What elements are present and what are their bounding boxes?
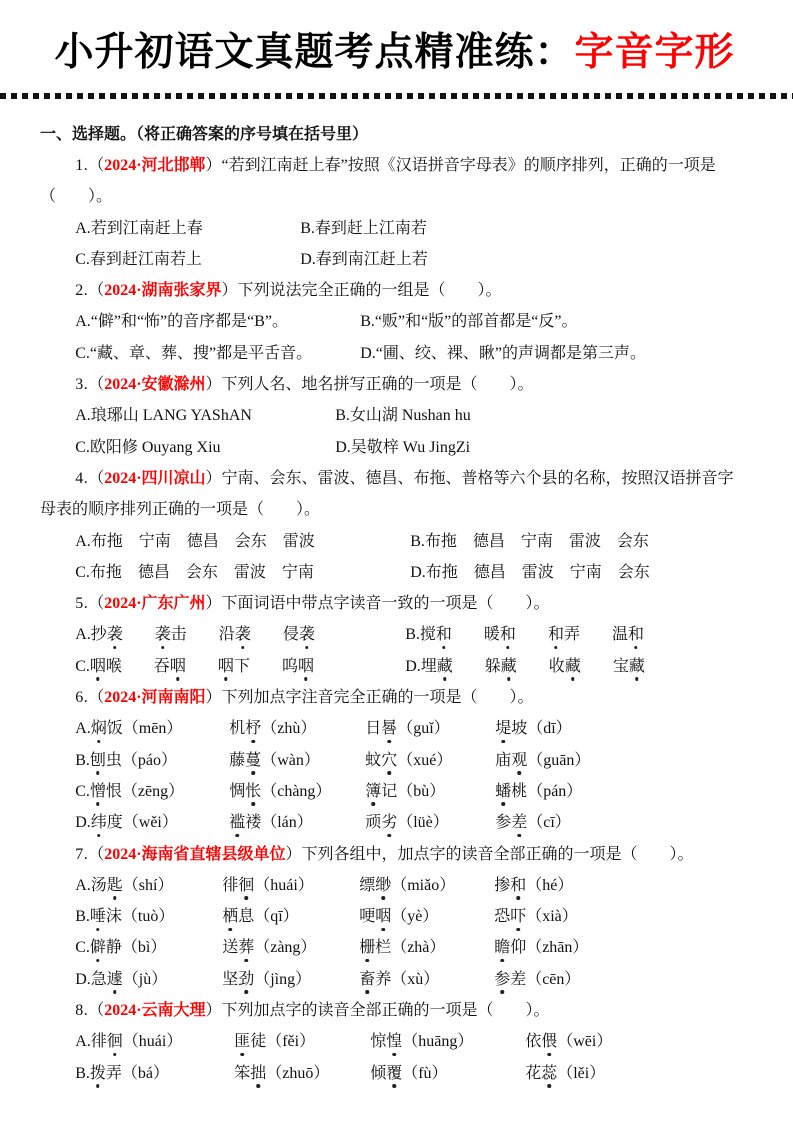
dotted-char: 纬 xyxy=(90,814,107,832)
dotted-char: 和 xyxy=(435,626,452,644)
dotted-char: 咽 xyxy=(89,657,106,675)
question-6 xyxy=(40,682,749,838)
option: 栖息（qī） xyxy=(222,908,299,926)
option: C.春到赶江南若上 xyxy=(75,250,202,268)
dotted-char: 袭 xyxy=(234,626,251,644)
option: A.若到江南赶上春 xyxy=(75,219,203,237)
dotted-char: 参 xyxy=(494,970,511,988)
option-row xyxy=(75,870,749,901)
option: D.埋藏 躲藏 收藏 宝藏 xyxy=(405,657,645,675)
option: 蟠桃（pán） xyxy=(495,782,583,800)
dotted-char: 藏 xyxy=(436,657,453,675)
option-row xyxy=(75,932,749,963)
question-number: 8. xyxy=(75,1002,89,1020)
option: 栅栏（zhà） xyxy=(359,939,446,957)
option: 掺和（hé） xyxy=(494,876,574,894)
option: A.抄袭 袭击 沿袭 侵袭 xyxy=(75,626,315,644)
option: 蚊穴（xué） xyxy=(365,751,453,769)
dotted-char: 袭 xyxy=(106,626,123,644)
dotted-char: 畜 xyxy=(359,970,376,988)
option: D.春到南江赶上若 xyxy=(300,250,428,268)
option-row xyxy=(75,713,749,744)
option: A.布拖 宁南 德昌 会东 雷波 xyxy=(75,532,315,550)
option: D.布拖 德昌 雷波 宁南 会东 xyxy=(410,563,650,581)
question-source: 2024·广东广州 xyxy=(104,595,206,613)
dotted-char: 蕊 xyxy=(541,1064,558,1082)
option-row xyxy=(75,776,749,807)
dotted-char: 差 xyxy=(511,814,528,832)
dotted-char: 藏 xyxy=(628,657,645,675)
dotted-char: 袭 xyxy=(154,626,171,644)
dotted-char: 咽 xyxy=(169,657,186,675)
option: 缥缈（miǎo） xyxy=(359,876,456,894)
option-row xyxy=(75,432,749,463)
option: 花蕊（lěi） xyxy=(525,1064,606,1082)
dotted-char: 匙 xyxy=(106,876,123,894)
option: 坚劲（jìng） xyxy=(222,970,312,988)
dotted-char: 藏 xyxy=(500,657,517,675)
question-2 xyxy=(40,275,749,369)
option: B.拨弄（bá） xyxy=(75,1064,169,1082)
question-source: 2024·湖南张家界 xyxy=(104,282,222,300)
option: 徘徊（huái） xyxy=(222,876,314,894)
dotted-char: 咽 xyxy=(375,908,392,926)
option: A.琅琊山 LANG YAShAN xyxy=(75,407,252,425)
option-row xyxy=(75,1026,749,1057)
dotted-char: 遽 xyxy=(106,970,123,988)
option: D.纬度（wěi） xyxy=(75,814,178,832)
question-4 xyxy=(40,463,749,588)
option-row xyxy=(75,807,749,838)
dotted-char: 和 xyxy=(510,876,527,894)
dotted-char: 缈 xyxy=(375,876,392,894)
question-number: 3. xyxy=(75,376,89,394)
option: 参差（cēn） xyxy=(494,970,581,988)
option: 顽劣（lüè） xyxy=(365,814,449,832)
question-source: 2024·河北邯郸 xyxy=(104,157,206,174)
dotted-char: 刨 xyxy=(89,751,106,769)
page-title xyxy=(40,26,749,80)
option-row xyxy=(75,1058,749,1089)
question-stem: 5.（2024·广东广州）下面词语中带点字读音一致的一项是（ ）。 xyxy=(75,595,550,613)
option: 匪徒（fěi） xyxy=(234,1033,316,1051)
option: 庙观（guān） xyxy=(495,751,591,769)
option-row xyxy=(75,557,749,588)
option: C.咽喉 吞咽 咽下 呜咽 xyxy=(75,657,314,675)
option: 恐吓（xià） xyxy=(494,908,578,926)
option-row xyxy=(75,745,749,776)
option: B.春到赶上江南若 xyxy=(300,219,427,237)
option: B.女山湖 Nushan hu xyxy=(335,407,471,425)
option: C.憎恨（zēng） xyxy=(75,782,185,800)
option: 日晷（guǐ） xyxy=(365,720,450,738)
dotted-char: 栖 xyxy=(222,908,239,926)
question-number: 6. xyxy=(75,689,89,707)
option-row xyxy=(75,619,749,650)
dotted-char: 徊 xyxy=(238,876,255,894)
question-stem: 1.（2024·河北邯郸）“若到江南赶上春”按照《汉语拼音字母表》的顺序排列，正确的一项是（ ）。 xyxy=(40,157,716,206)
question-8 xyxy=(40,995,749,1089)
option: 哽咽（yè） xyxy=(359,908,439,926)
option: 参差（cī） xyxy=(495,814,571,832)
question-number: 7. xyxy=(75,845,89,863)
option: C.僻静（bì） xyxy=(75,939,167,957)
dotted-char: 褴 xyxy=(229,814,246,832)
dotted-char: 簿 xyxy=(365,782,382,800)
question-number: 4. xyxy=(75,469,89,487)
option: 笨拙（zhuō） xyxy=(234,1064,330,1082)
dotted-char: 焖 xyxy=(90,720,107,738)
question-number: 5. xyxy=(75,595,89,613)
dotted-char: 拙 xyxy=(250,1064,267,1082)
option: B.“贩”和“版”的部首都是“反”。 xyxy=(360,313,578,331)
option: 倾覆（fù） xyxy=(370,1064,448,1082)
option: 簿记（bù） xyxy=(365,782,446,800)
dotted-char: 袭 xyxy=(298,626,315,644)
dotted-char: 劣 xyxy=(381,814,398,832)
option: 惊惶（huāng） xyxy=(370,1033,474,1051)
dotted-char: 怅 xyxy=(245,782,262,800)
dotted-char: 劲 xyxy=(238,970,255,988)
option-row xyxy=(75,526,749,557)
question-stem: 6.（2024·河南南阳）下列加点字注音完全正确的一项是（ ）。 xyxy=(75,689,534,707)
question-3 xyxy=(40,369,749,463)
option: B.搅和 暖和 和弄 温和 xyxy=(405,626,644,644)
option-row xyxy=(75,213,749,244)
dotted-char: 藏 xyxy=(564,657,581,675)
option-row xyxy=(75,901,749,932)
question-number: 1. xyxy=(75,157,89,174)
page-title-main: 小升初语文真题考点精准练： xyxy=(54,31,575,74)
dotted-char: 堤 xyxy=(495,720,512,738)
option: D.“圃、绞、裸、瞅”的声调都是第三声。 xyxy=(360,344,646,362)
question-stem: 2.（2024·湖南张家界）下列说法完全正确的一组是（ ）。 xyxy=(75,282,502,300)
dotted-char: 偎 xyxy=(541,1033,558,1051)
option-row xyxy=(75,651,749,682)
option: A.徘徊（huái） xyxy=(75,1033,183,1051)
dotted-char: 晷 xyxy=(381,720,398,738)
question-source: 2024·四川凉山 xyxy=(104,469,206,487)
option: A.汤匙（shí） xyxy=(75,876,174,894)
option: C.布拖 德昌 会东 雷波 宁南 xyxy=(75,563,314,581)
dotted-char: 唾 xyxy=(89,908,106,926)
section-heading: 一、选择题。（将正确答案的序号填在括号里） xyxy=(40,126,369,143)
question-stem: 3.（2024·安徽滁州）下列人名、地名拼写正确的一项是（ ）。 xyxy=(75,376,534,394)
option: 藤蔓（wàn） xyxy=(229,751,320,769)
question-source: 2024·云南大理 xyxy=(104,1002,206,1020)
dotted-char: 僻 xyxy=(89,939,106,957)
question-stem: 4.（2024·四川凉山）宁南、会东、雷波、德昌、布拖、普格等六个县的名称，按照汉语拼音字母表的顺序排列正确的一项是（ ）。 xyxy=(40,469,734,519)
dotted-char: 和 xyxy=(627,626,644,644)
question-5 xyxy=(40,588,749,682)
option: C.“藏、章、葬、搜”都是平舌音。 xyxy=(75,344,313,362)
dotted-char: 蟠 xyxy=(495,782,512,800)
dotted-char: 咽 xyxy=(297,657,314,675)
question-source: 2024·安徽滁州 xyxy=(104,376,206,394)
option-row xyxy=(75,338,749,369)
dotted-char: 栅 xyxy=(359,939,376,957)
option-row xyxy=(75,964,749,995)
question-7 xyxy=(40,839,749,995)
option: B.唾沫（tuò） xyxy=(75,908,175,926)
dotted-char: 葬 xyxy=(238,939,255,957)
dotted-char: 咽 xyxy=(217,657,234,675)
option-row xyxy=(75,400,749,431)
option: D.急遽（jù） xyxy=(75,970,168,988)
dotted-char: 和 xyxy=(499,626,516,644)
question-number: 2. xyxy=(75,282,89,300)
dotted-char: 徊 xyxy=(106,1033,123,1051)
dotted-char: 杼 xyxy=(245,720,262,738)
dotted-char: 蔓 xyxy=(245,751,262,769)
option-row xyxy=(75,306,749,337)
dotted-char: 拨 xyxy=(89,1064,106,1082)
option: 送葬（zàng） xyxy=(222,939,317,957)
option: 畜养（xù） xyxy=(359,970,440,988)
dotted-char: 憎 xyxy=(89,782,106,800)
option: A.焖饭（mēn） xyxy=(75,720,183,738)
option: 惆怅（chàng） xyxy=(229,782,332,800)
option: A.“僻”和“怖”的音序都是“B”。 xyxy=(75,313,289,331)
option: D.吴敬梓 Wu JingZi xyxy=(335,438,471,456)
question-list xyxy=(40,150,749,1089)
option: 机杼（zhù） xyxy=(229,720,317,738)
option: 堤坡（dī） xyxy=(495,720,572,738)
option: C.欧阳修 Ouyang Xiu xyxy=(75,438,221,456)
dotted-char: 覆 xyxy=(386,1064,403,1082)
option: 依偎（wēi） xyxy=(525,1033,613,1051)
question-stem: 7.（2024·海南省直辖县级单位）下列各组中，加点字的读音全部正确的一项是（ ）。 xyxy=(75,845,694,863)
question-source: 2024·河南南阳 xyxy=(104,689,206,707)
option: B.布拖 德昌 宁南 雷波 会东 xyxy=(410,532,649,550)
dotted-char: 观 xyxy=(511,751,528,769)
option-row xyxy=(75,244,749,275)
question-source: 2024·海南省直辖县级单位 xyxy=(104,845,286,863)
page-title-accent: 字音字形 xyxy=(574,31,735,74)
option: 瞻仰（zhān） xyxy=(494,939,589,957)
dotted-char: 和 xyxy=(547,626,564,644)
dotted-char: 吓 xyxy=(510,908,527,926)
question-1 xyxy=(40,150,749,275)
question-stem: 8.（2024·云南大理）下列加点字的读音全部正确的一项是（ ）。 xyxy=(75,1002,550,1020)
dotted-char: 匪 xyxy=(234,1033,251,1051)
dotted-char: 惶 xyxy=(386,1033,403,1051)
dotted-char: 穴 xyxy=(381,751,398,769)
dotted-char: 瞻 xyxy=(494,939,511,957)
option: 褴褛（lán） xyxy=(229,814,313,832)
dotted-divider xyxy=(0,93,793,99)
option: B.刨虫（páo） xyxy=(75,751,177,769)
